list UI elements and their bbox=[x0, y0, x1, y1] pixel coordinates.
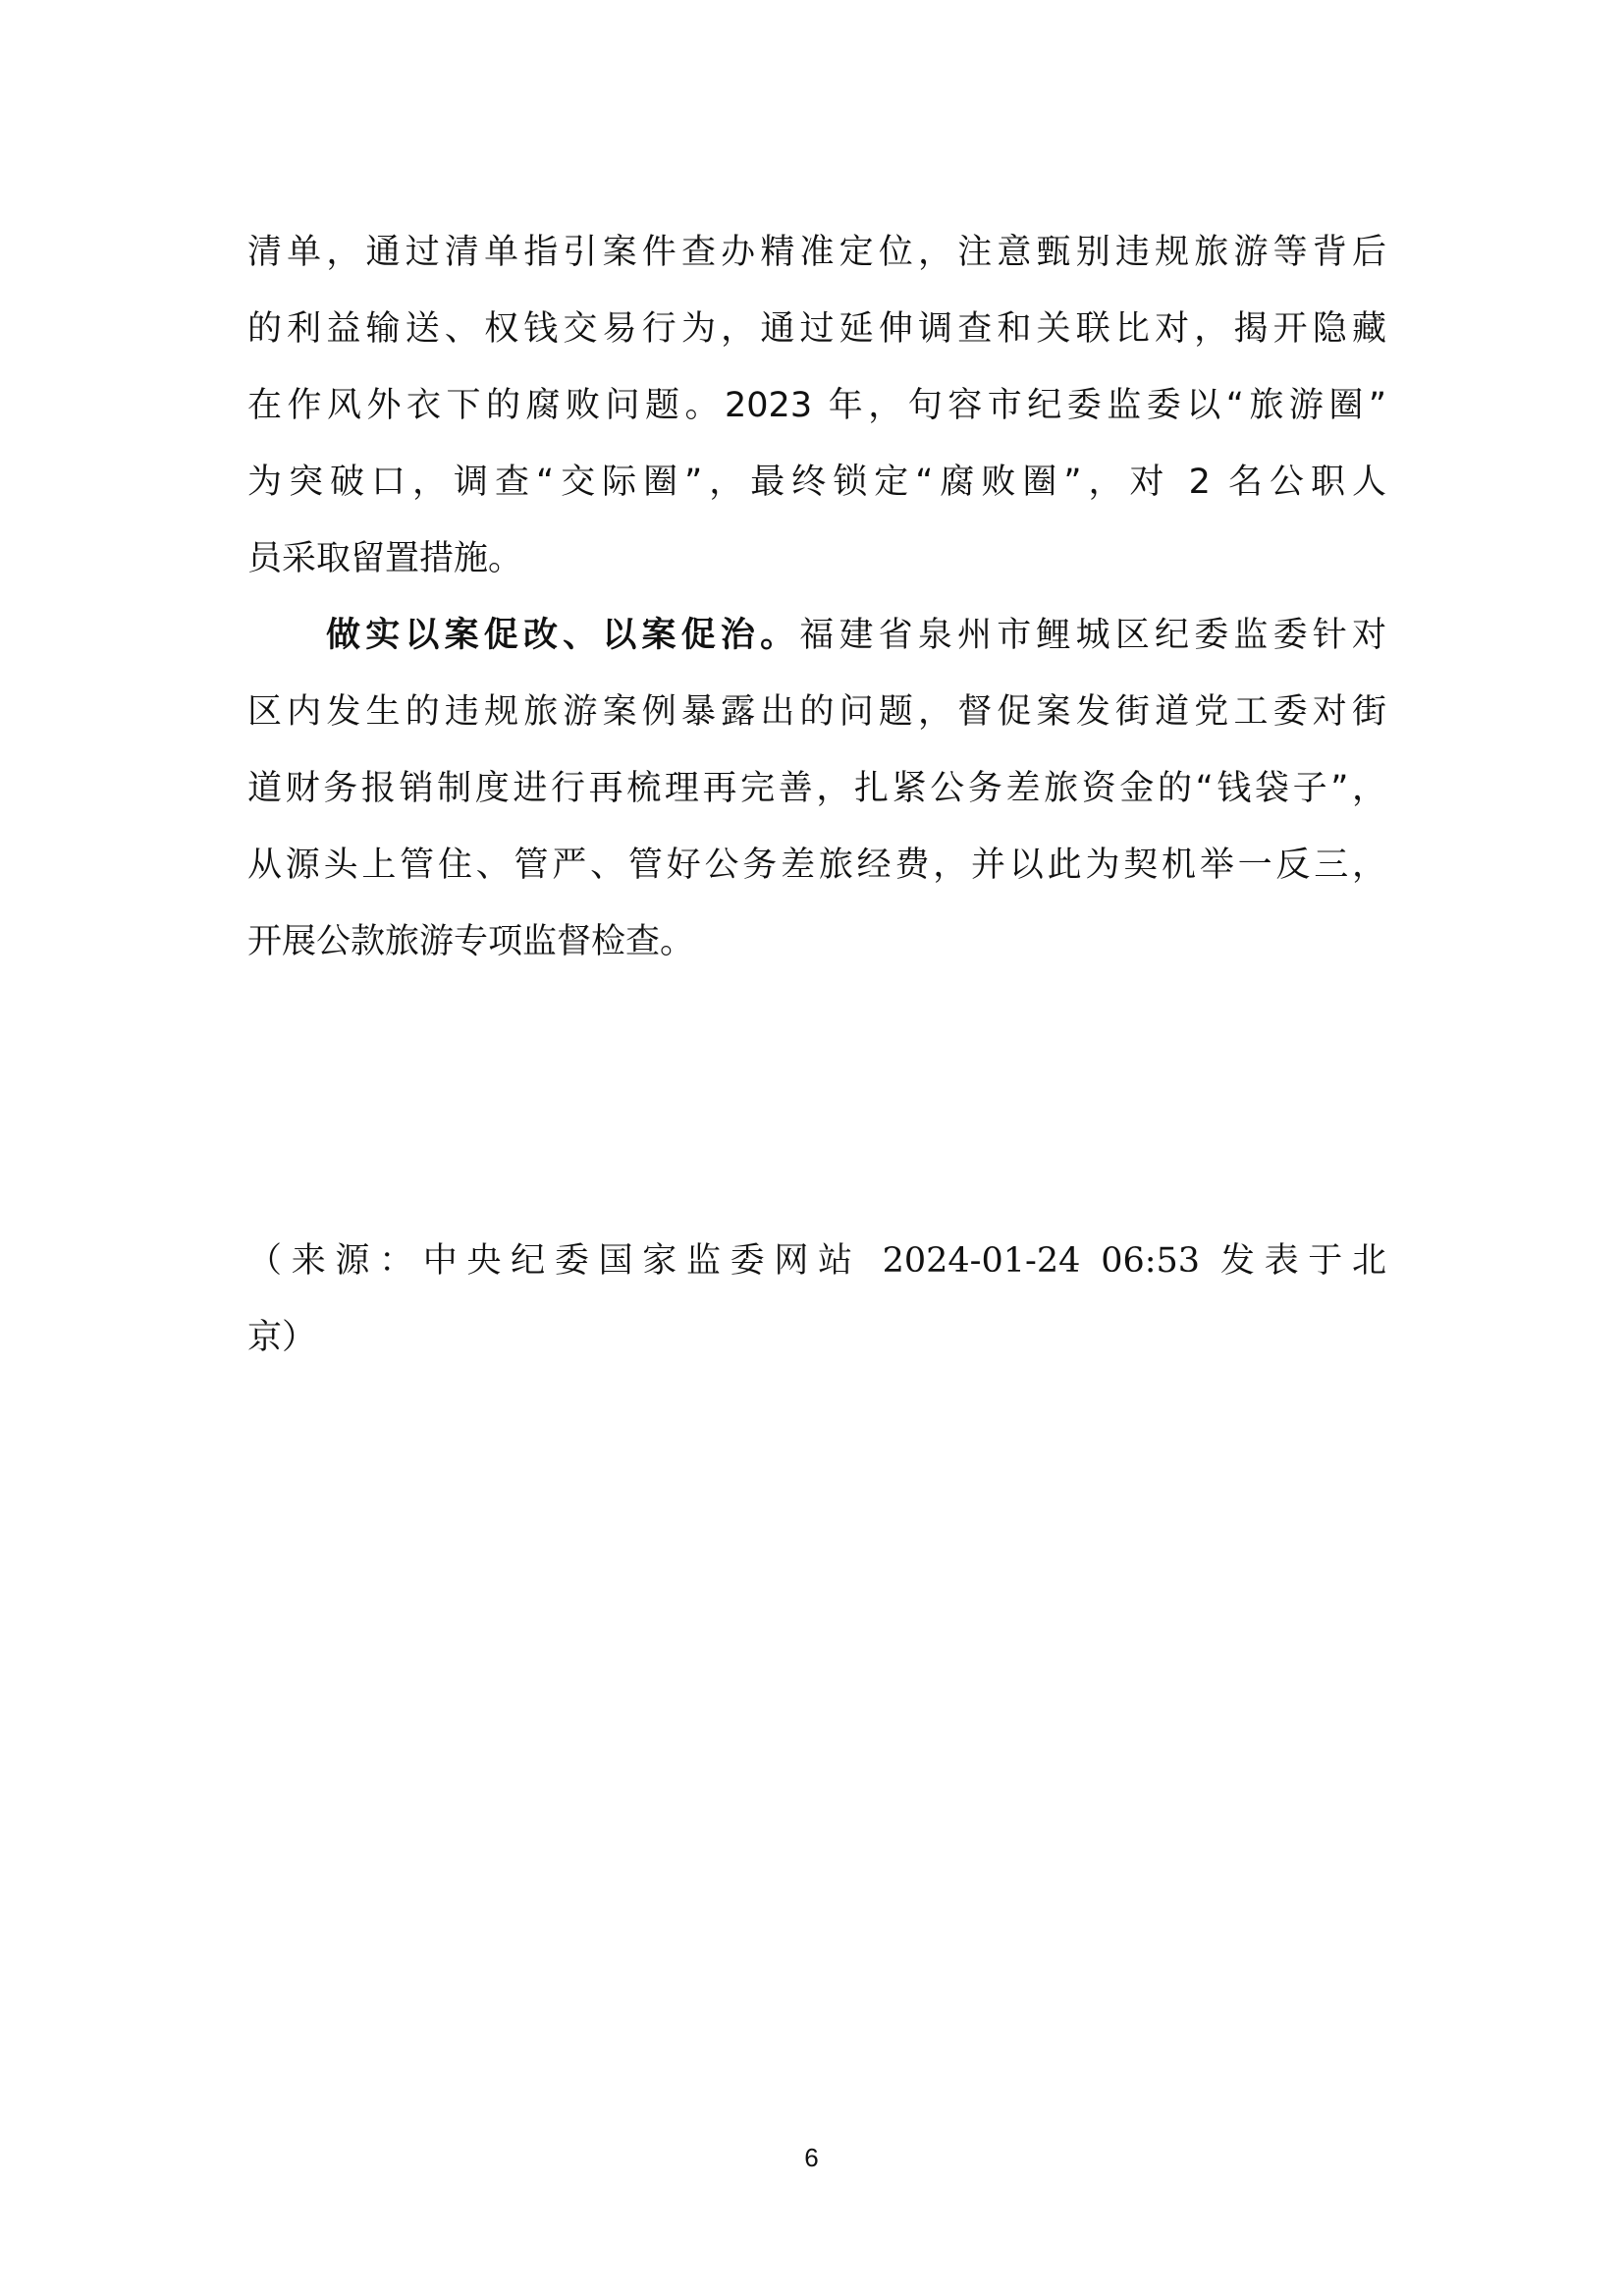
paragraph-line: 的利益输送、权钱交易行为，通过延伸调查和关联比对，揭开隐藏 bbox=[247, 309, 1386, 349]
paragraph-line: 开展公款旅游专项监督检查。 bbox=[247, 922, 695, 961]
paragraph-first-line bbox=[247, 597, 1386, 674]
paragraph-heading: 做实以案促改、以案促治。 bbox=[326, 616, 800, 655]
source-line: 京） bbox=[247, 1318, 317, 1357]
paragraph-line: 从源头上管住、管严、管好公务差旅经费，并以此为契机举一反三， bbox=[247, 846, 1386, 885]
paragraph-line: 员采取留置措施。 bbox=[247, 539, 523, 578]
source-note bbox=[247, 1223, 1386, 1376]
body-text bbox=[247, 214, 1386, 980]
page-number: 6 bbox=[804, 2143, 819, 2172]
paragraph-line: 道财务报销制度进行再梳理再完善，扎紧公务差旅资金的“钱袋子”， bbox=[247, 769, 1386, 808]
paragraph-line-rest: 福建省泉州市鲤城区纪委监委针对 bbox=[799, 616, 1386, 655]
paragraph-1 bbox=[247, 214, 1386, 597]
source-line: （来源：中央纪委国家监委网站 2024-01-24 06:53 发表于北 bbox=[247, 1241, 1386, 1281]
paragraph-line: 清单，通过清单指引案件查办精准定位，注意甄别违规旅游等背后 bbox=[247, 233, 1386, 272]
paragraph-2 bbox=[247, 597, 1386, 980]
paragraph-line: 为突破口，调查“交际圈”，最终锁定“腐败圈”，对 2 名公职人 bbox=[247, 463, 1386, 502]
paragraph-line: 在作风外衣下的腐败问题。2023 年，句容市纪委监委以“旅游圈” bbox=[247, 386, 1386, 425]
paragraph-line: 区内发生的违规旅游案例暴露出的问题，督促案发街道党工委对街 bbox=[247, 692, 1386, 732]
